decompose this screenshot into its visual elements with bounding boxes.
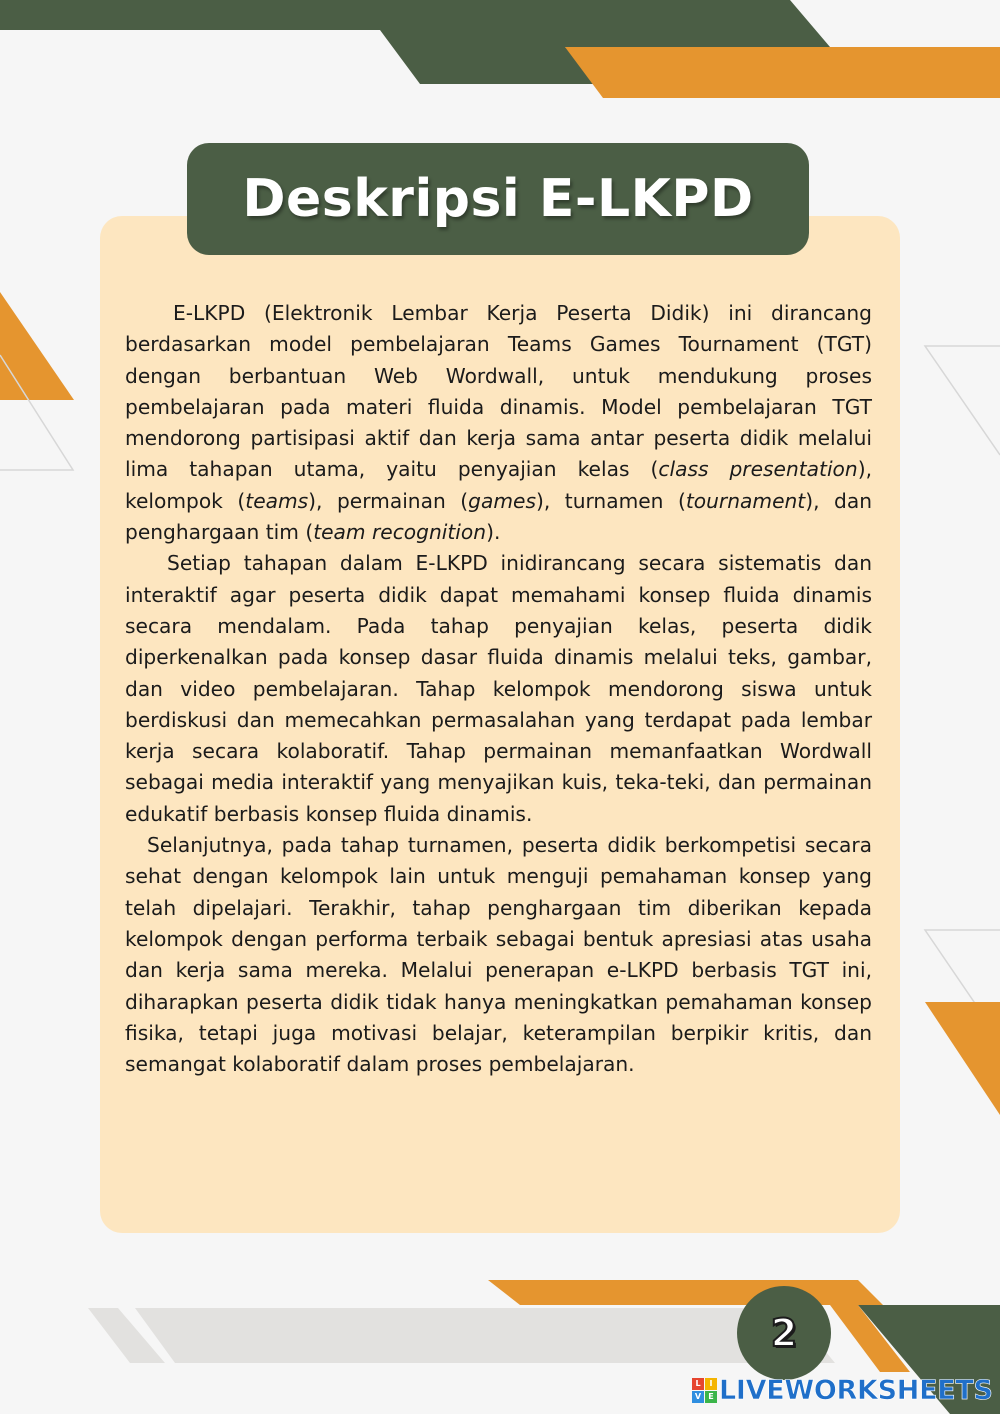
text-run: ), turnamen ( [535,488,686,513]
text-run: ), permainan ( [308,488,469,513]
page-title: Deskripsi E-LKPD [242,169,754,229]
description-text [125,298,872,1080]
text-run: ), kelompok ( [125,457,872,513]
page-number-badge [737,1286,831,1380]
brand-name: LIVEWORKSHEETS [719,1374,993,1406]
title-banner [187,143,809,255]
liveworksheets-logo-icon [692,1378,717,1403]
paragraph-2: Setiap tahapan dalam E-LKPD inidirancang secara sistematis dan interaktif agar peserta didik dapat memahami konsep fluida dinamis secara mendalam. Pada tahap penyajian kelas, peserta didik diperkenalkan pada konsep dasar fluida dinamis melalui teks, gambar, dan video pembelajaran. Tahap kelompok mendorong siswa untuk berdiskusi dan memecahkan permasalahan yang terdapat pada lembar kerja secara kolaboratif. Tahap permainan memanfaatkan Wordwall sebagai media interaktif yang menyajikan kuis, teka-teki, dan permainan edukatif berbasis konsep fluida dinamis. [125,551,872,826]
text-run: E-LKPD (Elektronik Lembar Kerja Peserta Didik) ini dirancang berdasarkan model pembelajaran Teams Games Tournament (TGT) dengan berbantuan Web Wordwall, untuk mendukung proses pembelajaran pada materi fluida dinamis. Model pembelajaran TGT mendorong partisipasi aktif dan kerja sama antar peserta didik melalui lima tahapan utama, yaitu penyajian kelas ( [125,301,872,482]
left-orange-triangle [0,292,74,400]
right-line-ornament-top [925,346,1000,455]
italic-term: class presentation [658,457,858,482]
logo-letter: V [692,1391,704,1403]
paragraph-1 [125,298,872,548]
italic-term: games [468,488,536,513]
text-run: ), dan penghargaan tim ( [125,488,872,545]
logo-letter: L [692,1378,704,1390]
logo-letter: I [705,1378,717,1390]
italic-term: team recognition [313,520,487,545]
bottom-grey-band-main [135,1308,835,1363]
italic-term: teams [245,488,309,513]
liveworksheets-watermark[interactable] [692,1372,993,1408]
page-number: 2 [770,1311,798,1355]
right-orange-triangle [925,1002,1000,1115]
logo-letter: E [705,1391,717,1403]
italic-term: tournament [685,488,806,513]
paragraph-3: Selanjutnya, pada tahap turnamen, peserta didik berkompetisi secara sehat dengan kelompok lain untuk menguji pemahaman konsep yang telah dipelajari. Terakhir, tahap penghargaan tim diberikan kepada kelompok dengan performa terbaik sebagai bentuk apresiasi atas usaha dan kerja sama mereka. Melalui penerapan e-LKPD berbasis TGT ini, diharapkan peserta didik tidak hanya meningkatkan pemahaman konsep fisika, tetapi juga motivasi belajar, keterampilan berpikir kritis, dan semangat kolaboratif dalam proses pembelajaran. [125,833,872,1077]
bottom-orange-band [488,1280,883,1305]
text-run: ). [486,520,501,545]
top-orange-band [565,47,1000,98]
